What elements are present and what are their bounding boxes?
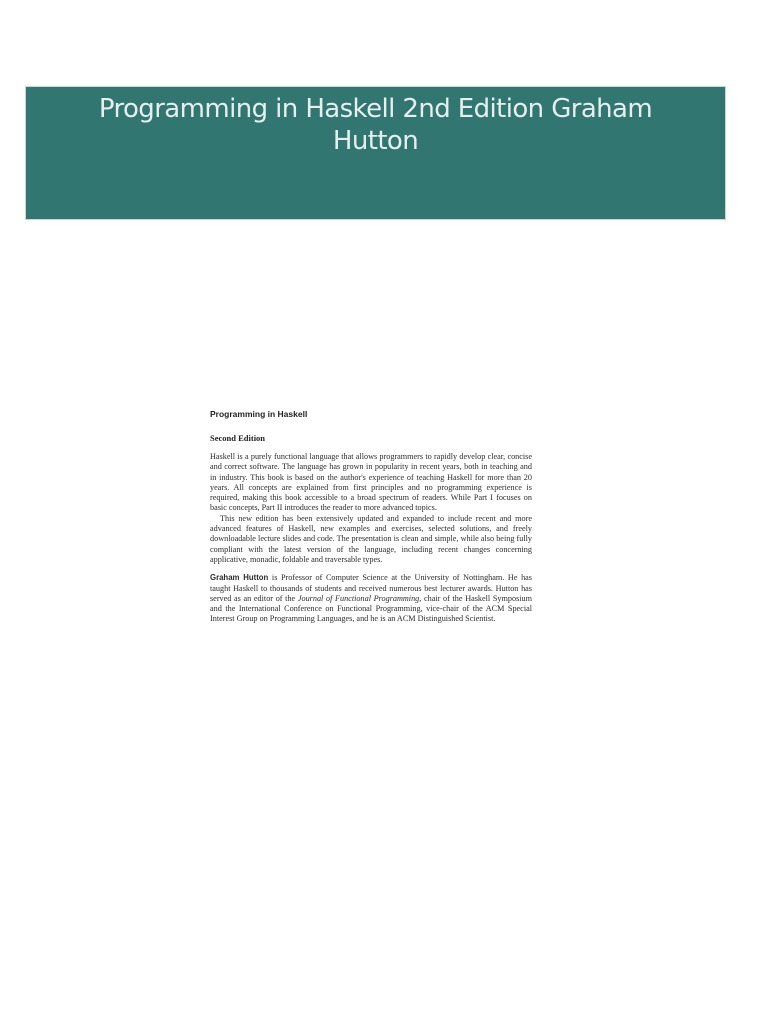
author-bio — [210, 573, 532, 624]
document-page — [210, 408, 532, 625]
edition-heading: Second Edition — [210, 433, 266, 443]
bio-text-1: is Professor of Computer Science at the University of Nottingham. He has taught Haskell to thousands of students and received numerous best lecturer awards. Hutton has served as an editor of the — [210, 573, 532, 603]
title-banner — [25, 86, 726, 220]
bio-text-2: , chair of the Haskell Symposium and the International Conference on Functional Programming, vice-chair of the ACM Special Interest Group on Programming Languages, and he is an ACM Distinguished Scientist. — [210, 593, 532, 624]
author-name: Graham Hutton — [210, 573, 269, 583]
description-paragraph-2: This new edition has been extensively updated and expanded to include recent and more advanced features of Haskell, new examples and exercises, selected solutions, and freely downloadable lecture slides and code. The presentation is clean and simple, while also being fully compliant with the latest version of the language, including recent changes concerning applicative, monadic, foldable and traversable types. — [210, 513, 532, 564]
journal-name: Journal of Functional Programming — [297, 593, 420, 603]
description-paragraph-1: Haskell is a purely functional language that allows programmers to rapidly develop clear, concise and correct software. The language has grown in popularity in recent years, both in teaching and in industry. This book is based on the author's experience of teaching Haskell for more than 20 years. All concepts are explained from first principles and no programming experience is required, making this book accessible to a broad spectrum of readers. While Part I focuses on basic concepts, Part II introduces the reader to more advanced topics. — [210, 452, 532, 513]
book-title: Programming in Haskell — [210, 409, 308, 419]
banner-title: Programming in Haskell 2nd Edition Graham Hutton — [98, 94, 653, 156]
